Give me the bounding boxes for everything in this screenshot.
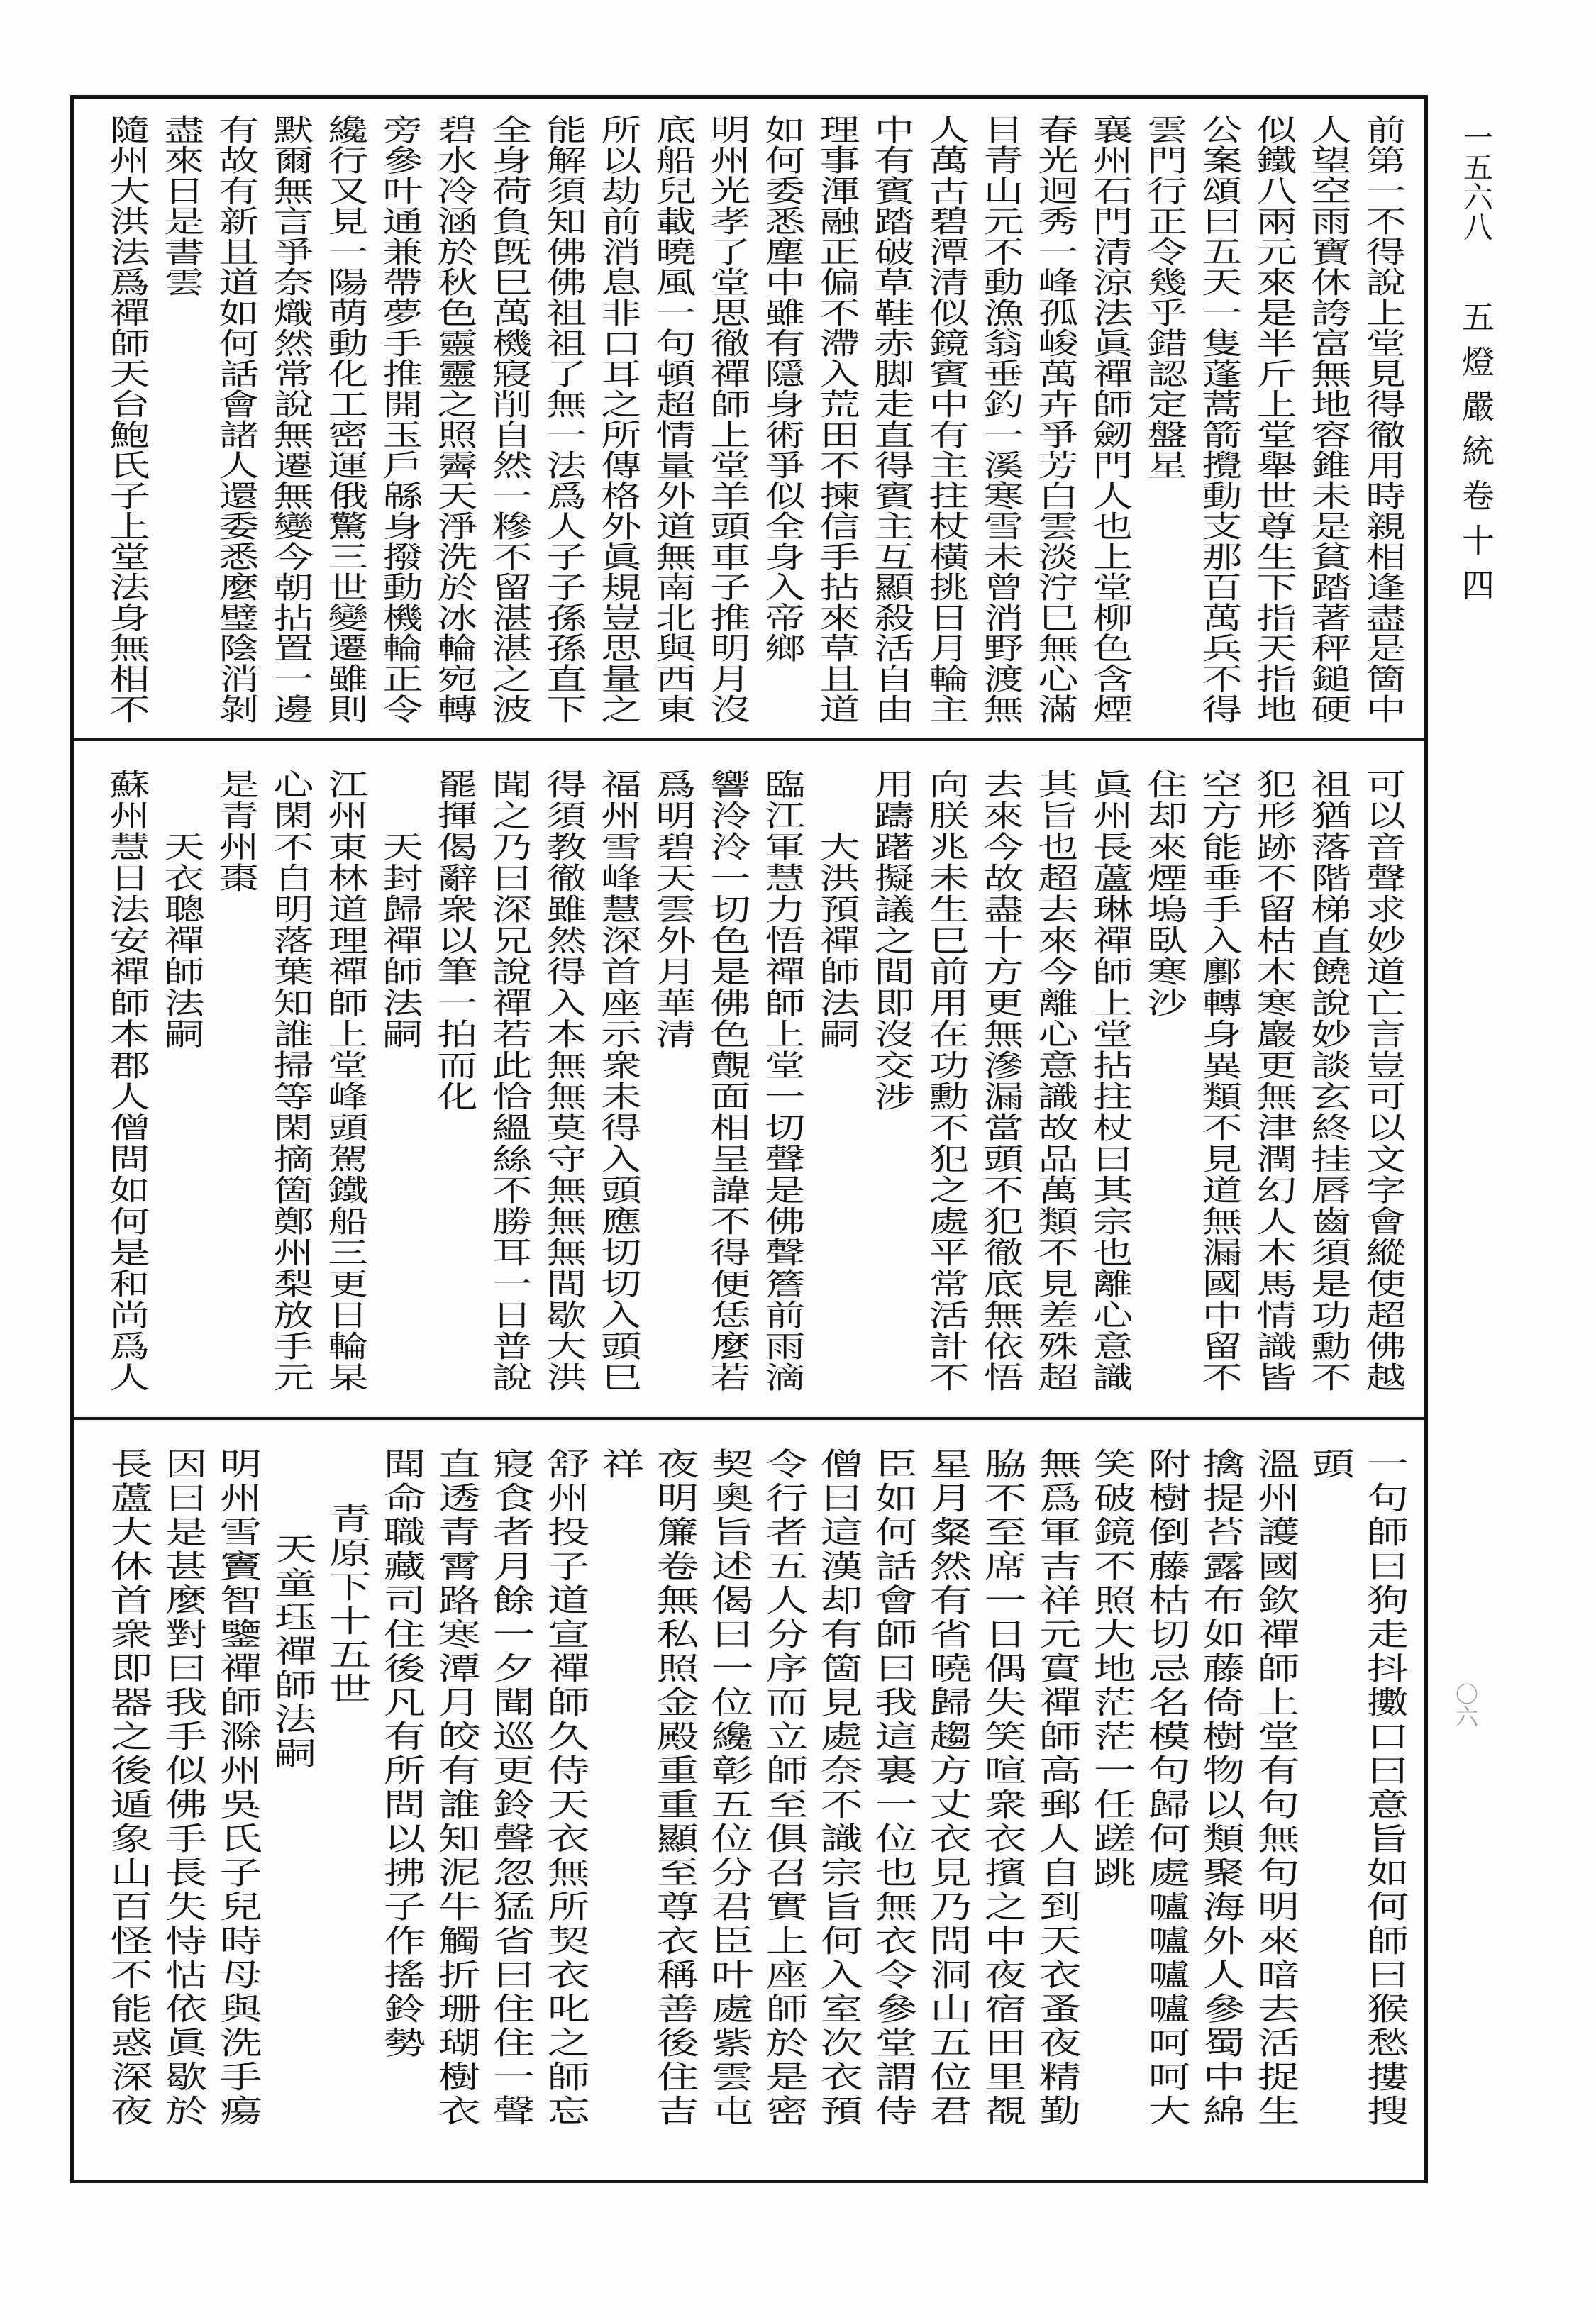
text-column: 祖猶落階梯直饒說妙談玄終挂唇齒須是功勳不 (1304, 769, 1353, 1393)
text-column: 默爾無言爭奈熾然常說無遷無變今朝拈置一邊 (267, 114, 315, 724)
text-column: 得須教徹雖然得入本無無莫守無無無間歇大洪 (540, 769, 588, 1393)
text-column: 蘇州慧日法安禪師本郡人僧問如何是和尚爲人 (103, 769, 151, 1393)
text-column: 公案頌曰五天一隻蓬蒿箭攪動支那百萬兵不得 (1195, 114, 1243, 724)
text-column: 用躊躇擬議之間即沒交涉 (868, 769, 916, 1112)
text-column: 因曰是甚麼對曰我手似佛手長失恃怙依眞歇於 (157, 1448, 206, 2128)
text-column: 直透青霄路寒潭月皎有誰知泥牛觸折珊瑚樹衣 (430, 1448, 480, 2128)
text-column: 夜明簾卷無私照金殿重重顯至尊衣稱善後住吉 (648, 1448, 698, 2128)
text-column: 臣如何話會師曰我這裏一位也無衣令參堂謂侍 (867, 1448, 916, 2128)
text-column: 聞之乃曰深兄說禪若此恰縕絲不勝耳一日普說 (485, 769, 533, 1393)
text-column: 有故有新且道如何話會諸人還委悉麼璧陰消剝 (212, 114, 260, 724)
text-column: 其旨也超去來今離心意識故品萬類不見差殊超 (1031, 769, 1080, 1393)
text-column: 眞州長蘆琳禪師上堂拈拄杖曰其宗也離心意識 (1086, 769, 1134, 1393)
text-column: 碧水冷涵於秋色靈靈之照霽天淨洗於冰輪宛轉 (431, 114, 479, 724)
text-column: 契奧旨述偈曰一位纔彰五位分君臣叶處紫雲屯 (703, 1448, 753, 2128)
text-column: 春光迥秀一峰孤峻萬卉爭芳白雲淡泞巳無心滿 (1031, 114, 1080, 724)
text-column: 犯形跡不留枯木寒巖更無津潤幻人木馬情識皆 (1250, 769, 1298, 1393)
text-column: 爲明碧天雲外月華清 (649, 769, 697, 1050)
text-column: 一句師曰狗走抖擻口曰意旨如何師曰猴愁摟搜 (1358, 1448, 1408, 2128)
text-column: 星月粲然有省曉歸趨方丈衣見乃問洞山五位君 (921, 1448, 971, 2128)
text-column: 笑破鏡不照大地茫茫一任蹉跳 (1085, 1448, 1135, 1890)
text-column: 福州雪峰慧深首座示衆未得入頭應切切入頭巳 (594, 769, 643, 1393)
text-column: 人望空雨寶休誇富無地容錐未是貧踏著秤鎚硬 (1304, 114, 1353, 724)
text-column: 響泠泠一切色是佛色覿面相呈諱不得便恁麼若 (704, 769, 752, 1393)
text-column: 聞命職藏司住後凡有所問以拂子作搖鈴勢 (375, 1448, 425, 2060)
text-column: 襄州石門清涼法眞禪師劒門人也上堂柳色含煙 (1086, 114, 1134, 724)
middle-register (74, 769, 1424, 1407)
text-column: 所以劫前消息非口耳之所傳格外眞規豈思量之 (594, 114, 643, 724)
text-column: 令行者五人分序而立師至俱召實上座師於是密 (758, 1448, 807, 2128)
register-divider (70, 738, 1428, 741)
text-column: 理事渾融正偏不滯入荒田不揀信手拈來草且道 (813, 114, 861, 724)
text-column: 住却來煙塢臥寒沙 (1141, 769, 1189, 1018)
text-column: 空方能垂手入鄽轉身異類不見道無漏國中留不 (1195, 769, 1243, 1393)
text-column: 舒州投子道宣禪師久侍天衣無所契衣叱之師忘 (539, 1448, 589, 2128)
text-column: 心閑不自明落葉知誰掃等閑摘箇鄭州梨放手元 (267, 769, 315, 1393)
text-column: 盡來日是書雲 (157, 114, 206, 297)
text-column: 隨州大洪法爲禪師天台鮑氏子上堂法身無相不 (103, 114, 151, 724)
text-column: 祥 (594, 1448, 643, 1482)
text-column: 附樹倒藤枯切忌名模句歸何處嚧嚧嚧嚧呵呵大 (1140, 1448, 1190, 2128)
text-column: 底船兒載曉風一句頓超情量外道無南北與西東 (649, 114, 697, 724)
text-column: 旁參叶通兼帶夢手推開玉戶緜身撥動機輪正令 (376, 114, 424, 724)
text-column: 人萬古碧潭清似鏡賓中有主拄杖橫挑日月輪主 (922, 114, 970, 724)
text-column: 向朕兆未生巳前用在功勳不犯之處平常活計不 (922, 769, 970, 1393)
text-column: 明州雪竇智鑒禪師滁州吳氏子兒時母與洗手瘍 (211, 1448, 261, 2128)
text-column: 能解須知佛佛祖祖了無一法爲人子子孫孫直下 (540, 114, 588, 724)
text-column: 去來今故盡十方更無滲漏當頭不犯徹底無依悟 (977, 769, 1025, 1393)
margin-page-mark: 〇六 (1452, 1682, 1479, 1728)
text-column: 脇不至席一日偶失笑喧衆衣擯之中夜宿田里覩 (976, 1448, 1026, 2128)
text-column: 似鐵八兩元來是半斤上堂舉世尊生下指天指地 (1250, 114, 1298, 724)
lineage-heading: 天衣聰禪師法嗣 (157, 831, 206, 1050)
text-column: 全身荷負旣巳萬機寢削自然一糝不留湛湛之波 (485, 114, 533, 724)
text-column: 如何委悉塵中雖有隱身術爭似全身入帝鄉 (758, 114, 807, 663)
text-column: 溫州護國欽禪師上堂有句無句明來暗去活捉生 (1249, 1448, 1299, 2128)
text-column: 目青山元不動漁翁垂釣一溪寒雪未曾消野渡無 (977, 114, 1025, 724)
text-column: 中有賓踏破草鞋赤脚走直得賓主互顯殺活自由 (868, 114, 916, 724)
text-column: 纔行又見一陽萌動化工密運俄驚三世變遷雖則 (321, 114, 370, 724)
text-column: 頭 (1304, 1448, 1353, 1482)
upper-register (74, 114, 1424, 730)
running-title: 五燈嚴統卷十四 (1457, 300, 1495, 613)
lineage-heading: 天封歸禪師法嗣 (376, 831, 424, 1050)
generation-heading: 青原下十五世 (321, 1502, 370, 1706)
page-number: 一五六八 (1459, 122, 1494, 241)
lineage-heading: 天童珏禪師法嗣 (266, 1533, 316, 1771)
lower-register (74, 1448, 1424, 2143)
text-column: 明州光孝了堂思徹禪師上堂羊頭車子推明月沒 (704, 114, 752, 724)
text-column: 前第一不得說上堂見得徹用時親相逢盡是箇中 (1359, 114, 1407, 724)
text-column: 僧曰這漢却有箇見處奈不識宗旨何入室次衣預 (812, 1448, 862, 2128)
text-column: 雲門行正令幾乎錯認定盤星 (1141, 114, 1189, 480)
text-column: 罷揮偈辭衆以筆一拍而化 (431, 769, 479, 1112)
text-column: 可以音聲求妙道亡言豈可以文字會縱使超佛越 (1359, 769, 1407, 1393)
text-column: 無爲軍吉祥元實禪師高郵人自到天衣蚤夜精勤 (1031, 1448, 1080, 2128)
text-column: 臨江軍慧力悟禪師上堂一切聲是佛聲簷前雨滴 (758, 769, 807, 1393)
text-column: 長蘆大休首衆即器之後遁象山百怪不能惑深夜 (102, 1448, 152, 2128)
lineage-heading: 大洪預禪師法嗣 (813, 831, 861, 1050)
text-column: 擒提苔露布如藤倚樹物以類聚海外人參蜀中綿 (1195, 1448, 1244, 2128)
text-column: 是青州棗 (212, 769, 260, 894)
text-column: 江州東林道理禪師上堂峰頭駕鐵船三更日輪杲 (321, 769, 370, 1393)
text-column: 寢食者月餘一夕聞巡更鈴聲忽猛省曰住住一聲 (484, 1448, 534, 2128)
register-divider (70, 1417, 1428, 1420)
